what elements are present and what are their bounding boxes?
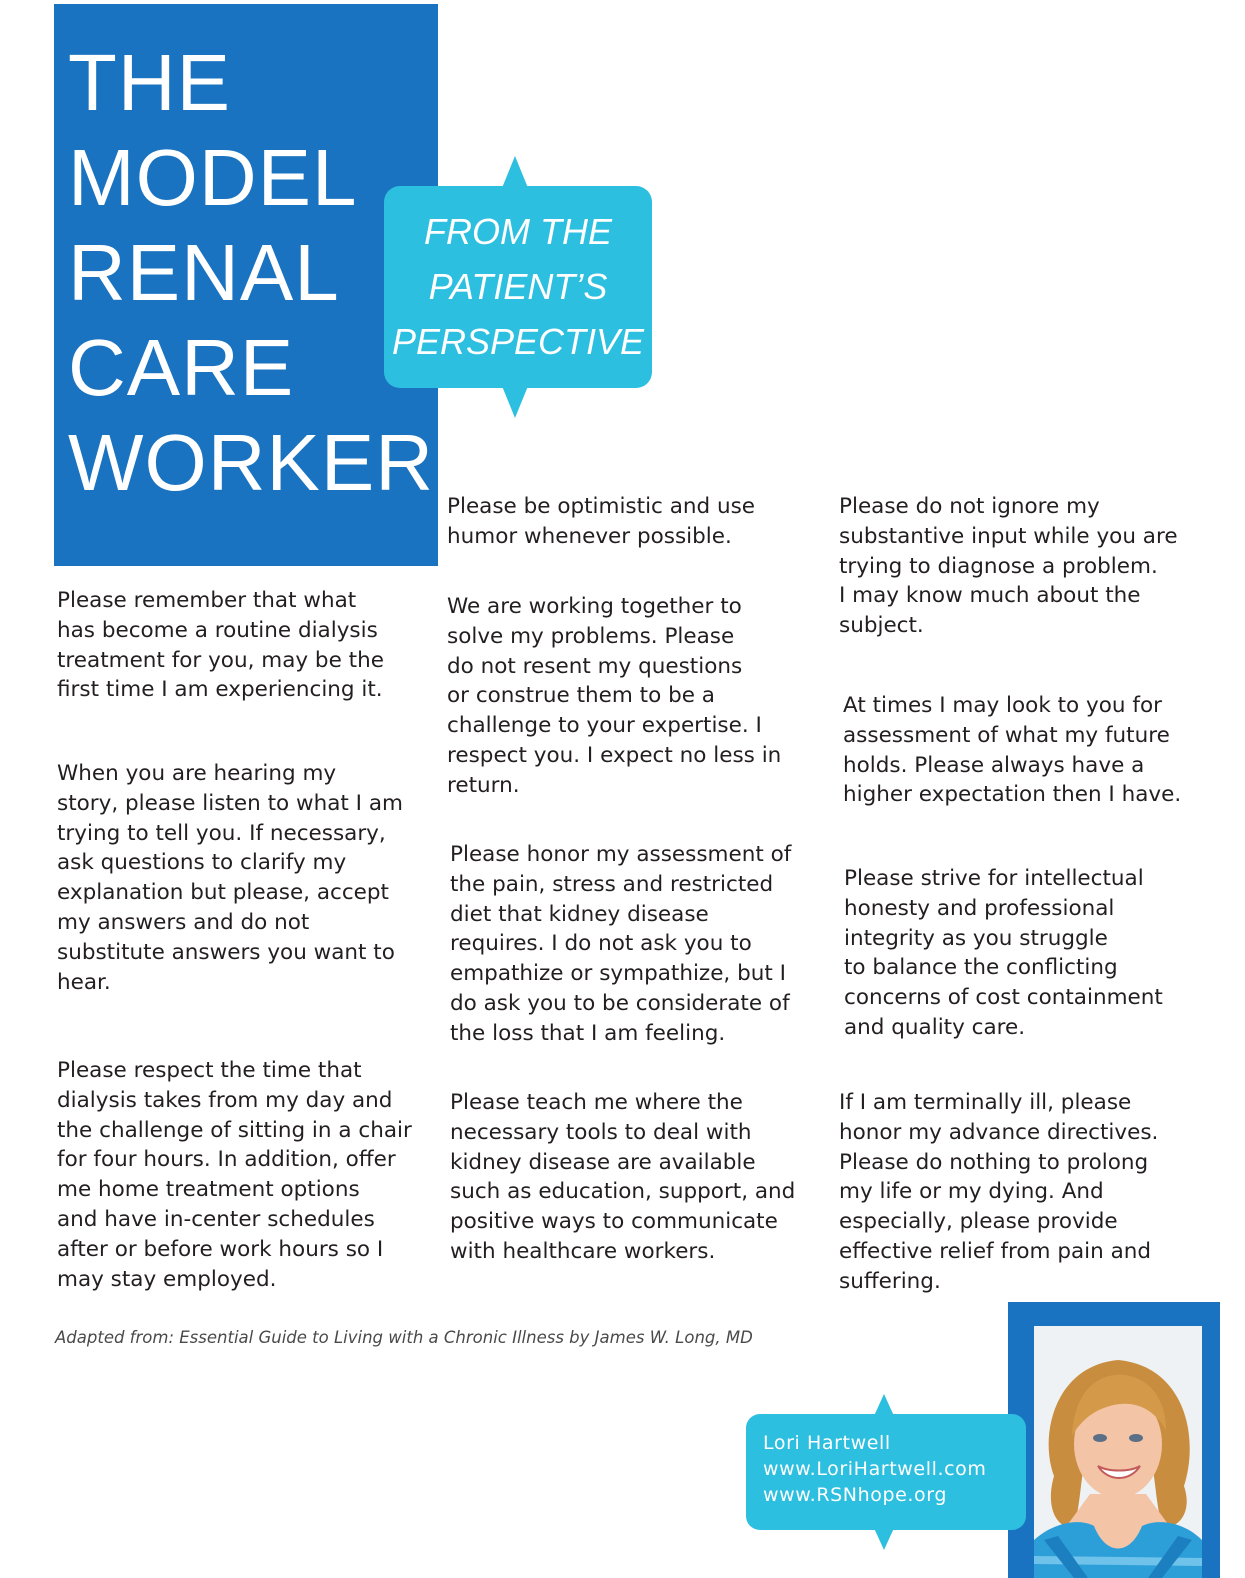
callout-line: PATIENT’S bbox=[428, 266, 608, 307]
callout-tip-top bbox=[502, 156, 528, 188]
portrait-frame bbox=[1008, 1302, 1220, 1578]
title-line: RENAL bbox=[68, 228, 340, 317]
paragraph: We are working together to solve my problems. Please do not resent my questions or construe them to be a challenge to your expertise. I respect you. I expect no less in return. bbox=[447, 594, 782, 798]
paragraph: If I am terminally ill, please honor my advance directives. Please do nothing to prolong my life or my dying. And especially, please provide effective relief from pain and suffering. bbox=[839, 1090, 1159, 1294]
contact-website-link[interactable]: www.RSNhope.org bbox=[763, 1484, 948, 1506]
title-line: CARE bbox=[68, 323, 295, 412]
callout-line: PERSPECTIVE bbox=[391, 321, 645, 362]
paragraph: Please do not ignore my substantive input while you are trying to diagnose a problem. I may know much about the subject. bbox=[839, 494, 1178, 639]
title-line: MODEL bbox=[68, 133, 358, 222]
paragraph: Please remember that what has become a routine dialysis treatment for you, may be the first time I am experiencing it. bbox=[57, 588, 384, 703]
portrait-photo bbox=[1034, 1326, 1202, 1578]
callout-line: FROM THE bbox=[424, 211, 612, 252]
title-line: WORKER bbox=[68, 418, 434, 507]
paragraph: Please respect the time that dialysis takes from my day and the challenge of sitting in a chair for four hours. In addition, offer me home treatment options and have in-center schedules after or before work hours so I may stay employed. bbox=[57, 1058, 412, 1292]
contact-website-link[interactable]: www.LoriHartwell.com bbox=[763, 1458, 987, 1480]
callout-tip-bottom bbox=[502, 386, 528, 418]
contact-callout bbox=[746, 1414, 1026, 1530]
source-credit: Adapted from: Essential Guide to Living with a Chronic Illness by James W. Long, MD bbox=[55, 1328, 753, 1347]
paragraph: When you are hearing my story, please listen to what I am trying to tell you. If necessary, ask questions to clarify my explanation but please, accept my answers and do not substitute answers you want to hear. bbox=[57, 761, 403, 995]
contact-tip-top bbox=[874, 1394, 894, 1416]
paragraph: Please be optimistic and use humor whenever possible. bbox=[447, 494, 756, 549]
contact-name: Lori Hartwell bbox=[763, 1432, 891, 1454]
paragraph: Please honor my assessment of the pain, stress and restricted diet that kidney disease requires. I do not ask you to empathize or sympathize, but I do ask you to be considerate of the loss that I am feeling. bbox=[450, 842, 792, 1046]
paragraph: Please teach me where the necessary tools to deal with kidney disease are available such as education, support, and positive ways to communicate with healthcare workers. bbox=[450, 1090, 796, 1264]
contact-tip-bottom bbox=[874, 1528, 894, 1550]
paragraph: At times I may look to you for assessment of what my future holds. Please always have a higher expectation then I have. bbox=[843, 693, 1182, 808]
title-line: THE bbox=[68, 38, 231, 127]
perspective-callout bbox=[384, 186, 652, 388]
paragraph: Please strive for intellectual honesty and professional integrity as you struggle to balance the conflicting concerns of cost containment and quality care. bbox=[844, 866, 1163, 1040]
